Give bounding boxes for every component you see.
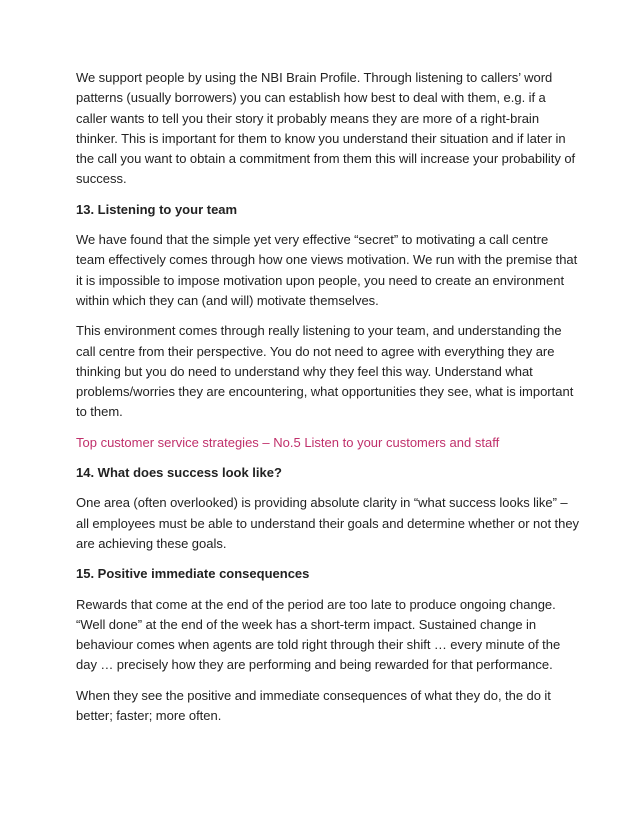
paragraph-immediate-consequences xyxy=(76,686,566,727)
text-line: One area (often overlooked) is providing absolute clarity in “what success looks like” – xyxy=(76,495,568,511)
section-heading-15: 15. Positive immediate consequences xyxy=(76,566,310,582)
text-line: problems/worries they are encountering, what opportunities they see, what is important xyxy=(76,384,574,400)
text-line: success. xyxy=(76,171,127,187)
text-line: “Well done” at the end of the week has a short-term impact. Sustained change in xyxy=(76,616,537,632)
section-heading-13: 13. Listening to your team xyxy=(76,201,238,217)
text-line: This environment comes through really listening to your team, and understanding the xyxy=(76,323,562,339)
text-line: all employees must be able to understand their goals and determine whether or not they xyxy=(76,515,580,531)
text-line: thinking but you do need to understand why they feel this way. Understand what xyxy=(76,363,533,379)
text-line: When they see the positive and immediate consequences of what they do, the do it xyxy=(76,687,551,703)
text-line: caller wants to tell you their story it probably means they are more of a right-brain xyxy=(76,110,540,126)
text-line: call centre from their perspective. You do not need to agree with everything they are xyxy=(76,343,555,359)
text-line: within which they can (and will) motivate themselves. xyxy=(76,292,379,308)
text-line: the call you want to obtain a commitment from them this will increase your probability of xyxy=(76,151,576,167)
text-line: patterns (usually borrowers) you can establish how best to deal with them, e.g. if a xyxy=(76,90,546,106)
text-line: it is impossible to impose motivation upon people, you need to create an environment xyxy=(76,272,565,288)
paragraph-rewards-timing xyxy=(76,595,566,676)
paragraph-motivation-secret xyxy=(76,230,578,311)
text-line: day … precisely how they are performing and being rewarded for that performance. xyxy=(76,657,553,673)
text-line: team effectively comes through how one views motivation. We run with the premise that xyxy=(76,252,578,268)
document-page xyxy=(76,68,580,736)
paragraph-success-clarity xyxy=(76,493,580,554)
text-line: better; faster; more often. xyxy=(76,708,222,724)
customer-service-strategies-link[interactable]: Top customer service strategies – No.5 Listen to your customers and staff xyxy=(76,434,500,450)
text-line: to them. xyxy=(76,404,123,420)
section-heading-14: 14. What does success look like? xyxy=(76,465,282,481)
text-line: We support people by using the NBI Brain Profile. Through listening to callers’ word xyxy=(76,70,553,85)
text-line: We have found that the simple yet very effective “secret” to motivating a call centre xyxy=(76,232,549,248)
paragraph-team-environment xyxy=(76,321,574,422)
text-line: thinker. This is important for them to know you understand their situation and if later in xyxy=(76,130,566,146)
text-line: behaviour comes when agents are told right through their shift … every minute of the xyxy=(76,637,561,653)
paragraph-nbi-brain-profile xyxy=(76,68,576,190)
text-line: are achieving these goals. xyxy=(76,535,227,551)
text-line: Rewards that come at the end of the period are too late to produce ongoing change. xyxy=(76,596,556,612)
